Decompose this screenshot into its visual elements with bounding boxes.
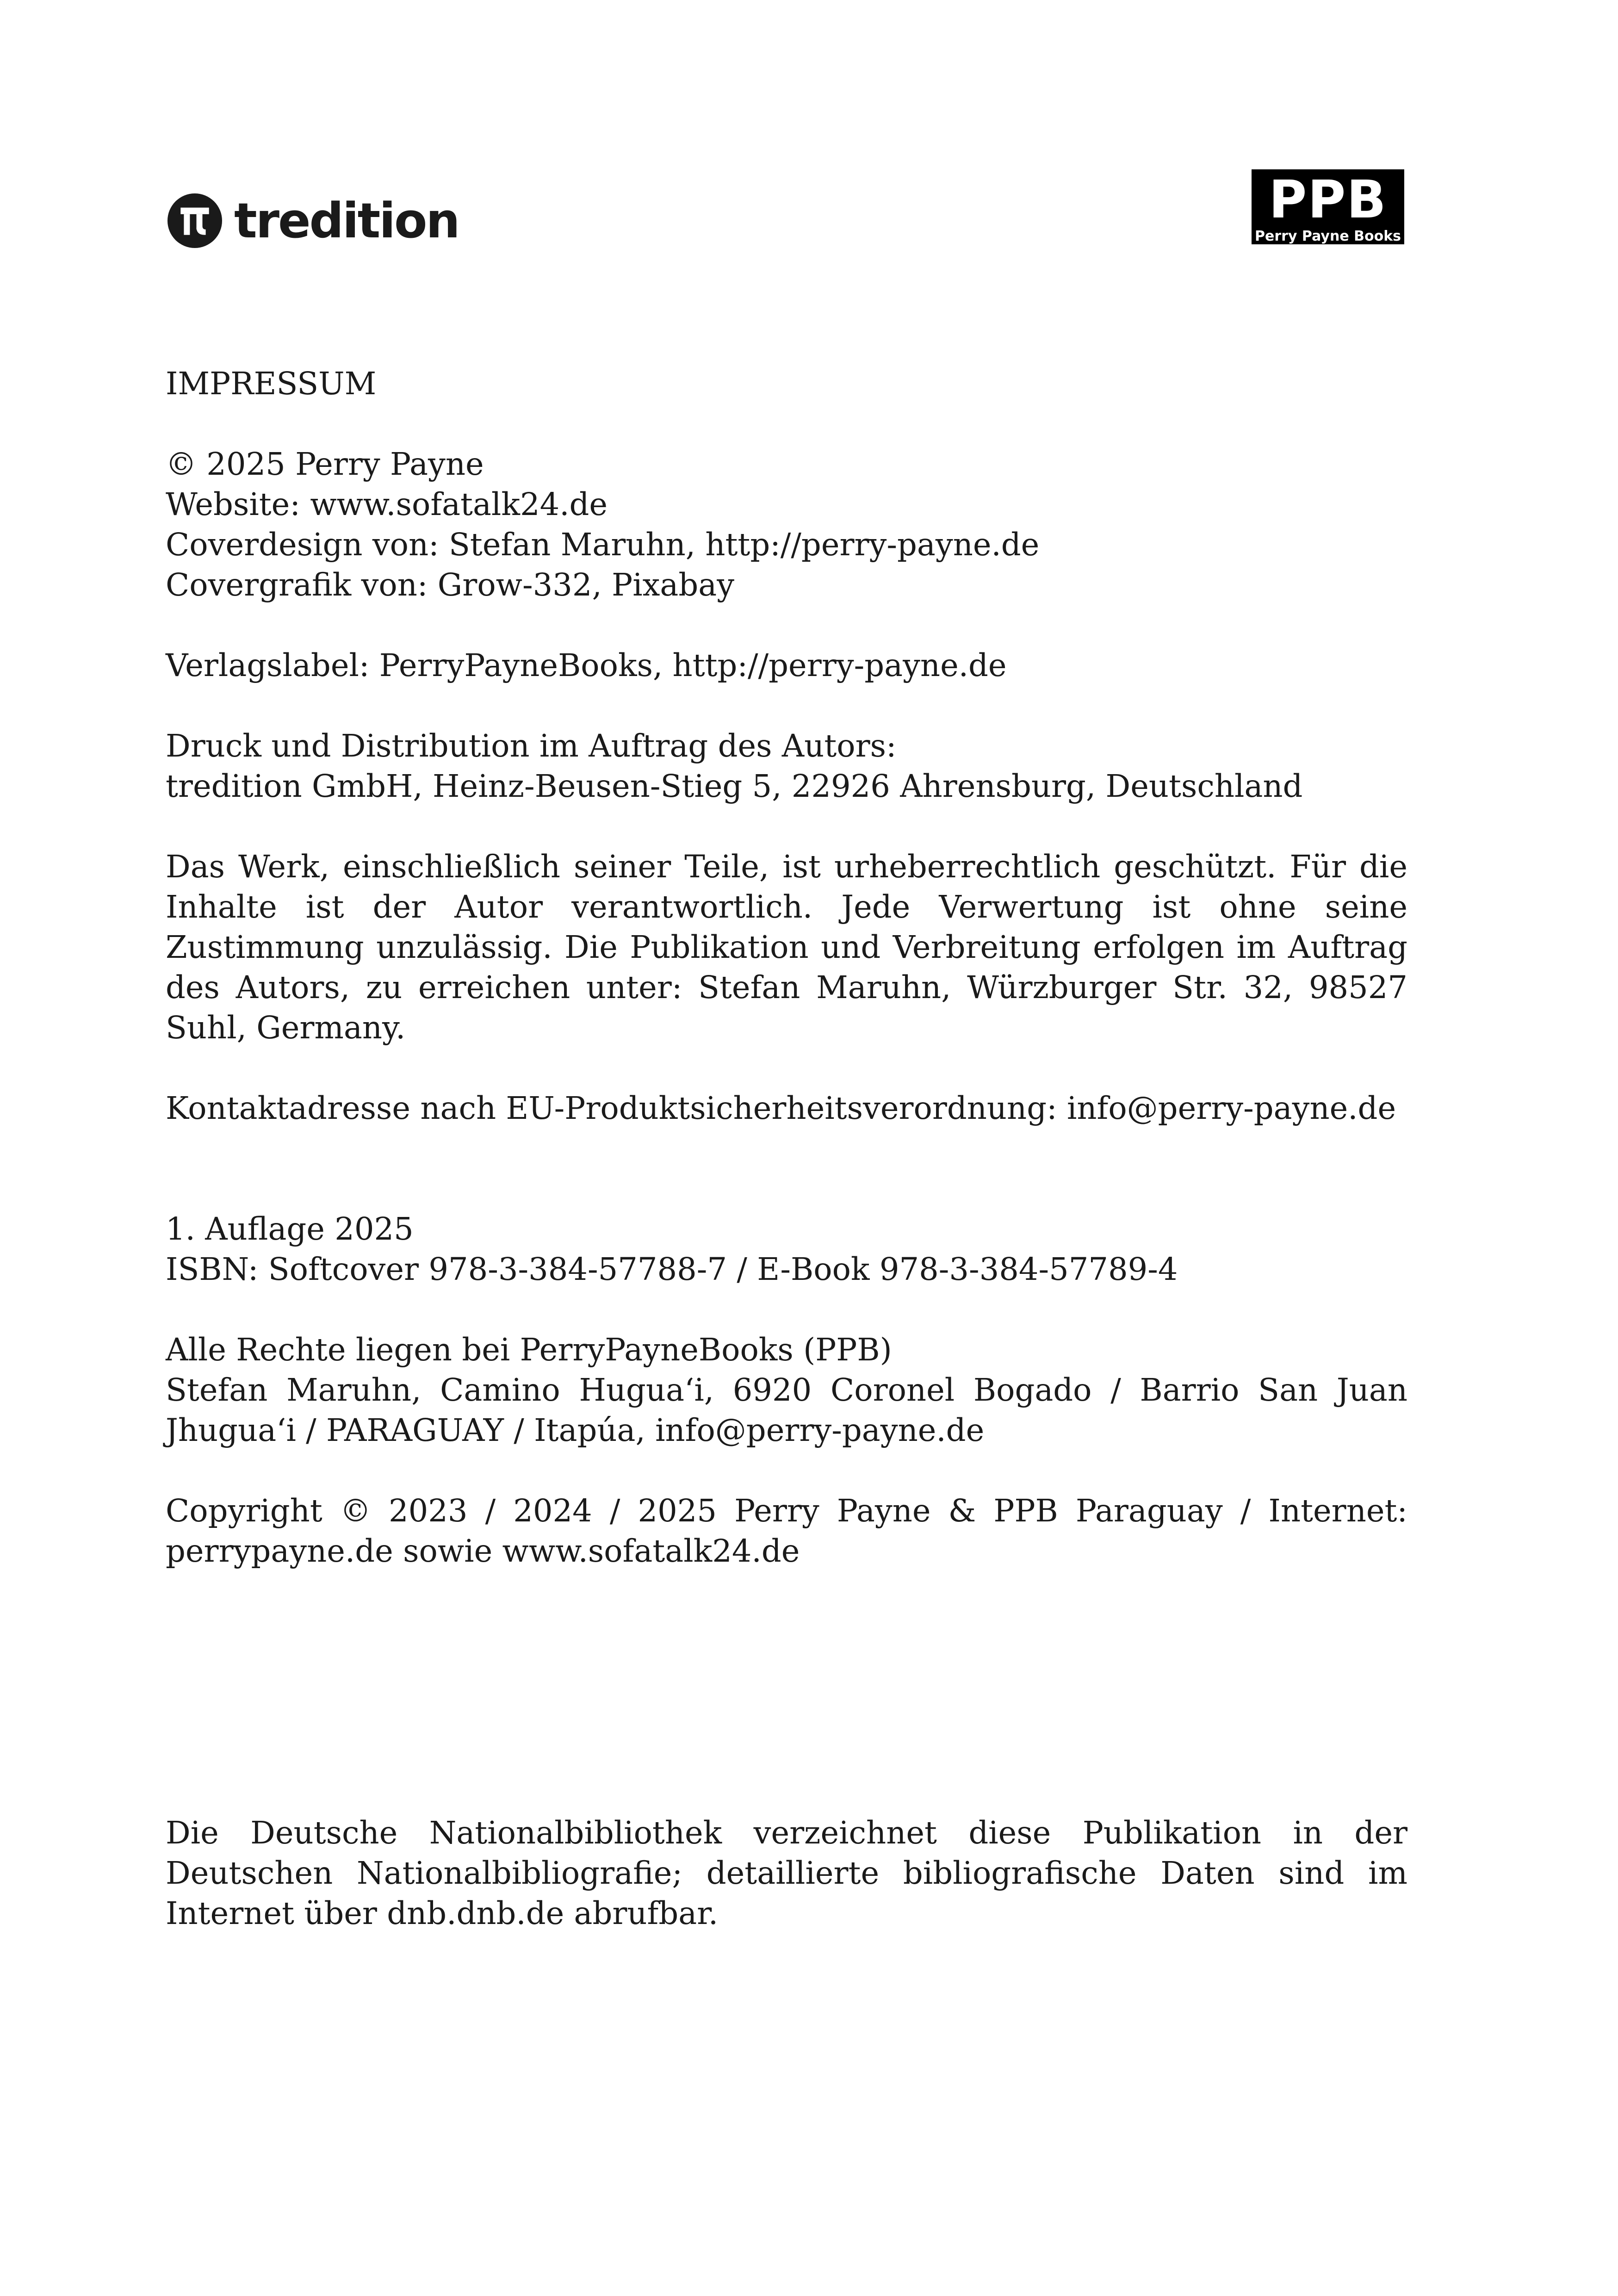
credit-copyright: © 2025 Perry Payne	[166, 446, 484, 482]
copyright-notice: Copyright © 2023 / 2024 / 2025 Perry Payne & PPB Paraguay / Internet: perrypayne.de sowie www.sofatalk24.de	[166, 1493, 1407, 1569]
credit-website: Website: www.sofatalk24.de	[166, 486, 608, 522]
impressum-text	[166, 364, 1407, 1934]
distribution-address: tredition GmbH, Heinz-Beusen-Stieg 5, 22926 Ahrensburg, Deutschland	[166, 768, 1303, 804]
contact-address: Kontaktadresse nach EU-Produktsicherheitsverordnung: info@perry-payne.de	[166, 1090, 1396, 1126]
ppb-logo-subtitle: Perry Payne Books	[1254, 228, 1401, 244]
credit-coverdesign: Coverdesign von: Stefan Maruhn, http://perry-payne.de	[166, 527, 1040, 563]
isbn: ISBN: Softcover 978-3-384-57788-7 / E-Book 978-3-384-57789-4	[166, 1251, 1178, 1287]
dnb-notice: Die Deutsche Nationalbibliothek verzeichnet diese Publikation in der Deutschen Nationalbibliografie; detaillierte bibliografische Daten sind im Internet über dnb.dnb.de abrufbar.	[166, 1815, 1407, 1931]
distribution-intro: Druck und Distribution im Auftrag des Autors:	[166, 728, 897, 764]
distribution-block	[166, 726, 1407, 807]
impressum-heading: IMPRESSUM	[166, 366, 377, 402]
ppb-logo-letters: PPB	[1269, 170, 1387, 230]
tredition-t-icon	[167, 193, 222, 248]
tredition-wordmark: tredition	[234, 192, 459, 249]
rights-notice: Das Werk, einschließlich seiner Teile, ist urheberrechtlich geschützt. Für die Inhalte ist der Autor verantwortlich. Jede Verwertung ist ohne seine Zustimmung unzulässig. Die Publikation und Verbreitung erfolgen im Auftrag des Autors, zu erreichen unter: Stefan Maruhn, Würzburger Str. 32, 98527 Suhl, Germany.	[166, 849, 1407, 1046]
credits-block	[166, 444, 1407, 605]
credit-covergrafik: Covergrafik von: Grow-332, Pixabay	[166, 567, 735, 603]
ppb-logo	[1252, 169, 1404, 244]
rights-holder-title: Alle Rechte liegen bei PerryPayneBooks (PPB)	[166, 1332, 892, 1368]
tredition-logo	[167, 191, 459, 251]
rights-holder-address: Stefan Maruhn, Camino Hugua‘i, 6920 Coronel Bogado / Barrio San Juan Jhugua‘i / PARAGUAY / Itapúa, info@perry-payne.de	[166, 1372, 1407, 1448]
publisher-label: Verlagslabel: PerryPayneBooks, http://perry-payne.de	[166, 647, 1007, 683]
edition: 1. Auflage 2025	[166, 1211, 414, 1247]
rights-holder-block	[166, 1330, 1407, 1451]
edition-block	[166, 1209, 1407, 1290]
